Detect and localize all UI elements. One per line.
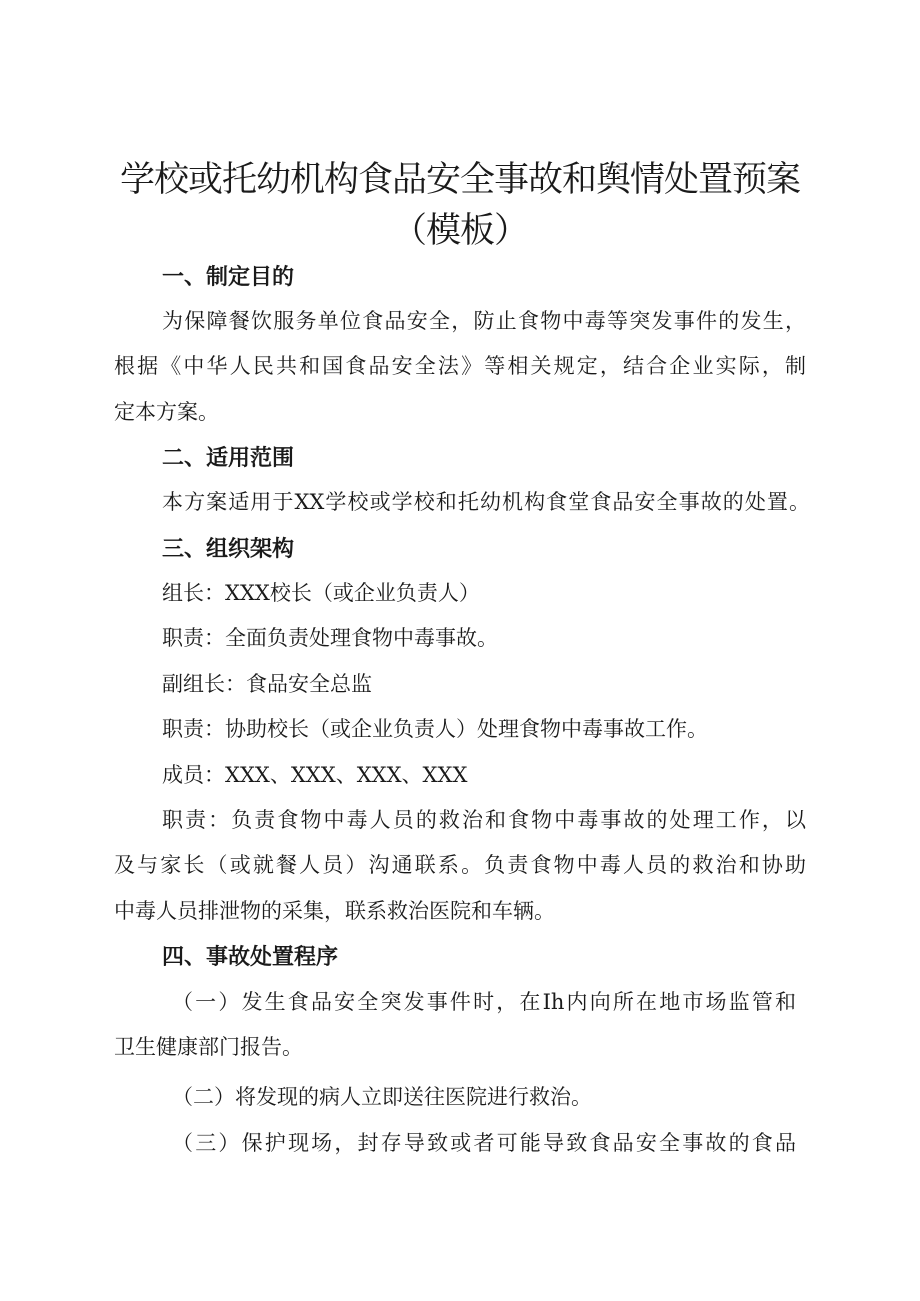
section-heading-scope: 二、适用范围: [162, 446, 295, 471]
section-heading-organization: 三、组织架构: [162, 537, 295, 562]
paragraph-line: 成员：XXX、XXX、XXX、XXX: [162, 763, 468, 787]
paragraph-line: （二）将发现的病人立即送往医院进行救治。: [172, 1085, 592, 1109]
paragraph-line: 职责：全面负责处理食物中毒事故。: [162, 626, 498, 650]
paragraph-line: 定本方案。: [114, 400, 219, 424]
paragraph-line: 职责：协助校长（或企业负责人）处理食物中毒事故工作。: [162, 717, 708, 741]
paragraph-line: （三）保护现场，封存导致或者可能导致食品安全事故的食品: [172, 1131, 796, 1155]
paragraph-line: 为保障餐饮服务单位食品安全，防止食物中毒等突发事件的发生，: [162, 309, 806, 333]
document-title: 学校或托幼机构食品安全事故和舆情处置预案: [119, 160, 800, 200]
paragraph-line: 中毒人员排泄物的采集，联系救治医院和车辆。: [114, 899, 555, 923]
paragraph-line: （一）发生食品安全突发事件时，在Ih内向所在地市场监管和: [172, 990, 796, 1014]
paragraph-line: 根据《中华人民共和国食品安全法》等相关规定，结合企业实际，制: [114, 354, 806, 378]
document-subtitle: （模板）: [391, 211, 528, 251]
section-heading-purpose: 一、制定目的: [162, 265, 295, 290]
paragraph-line: 卫生健康部门报告。: [114, 1035, 303, 1059]
paragraph-line: 职责：负责食物中毒人员的救治和食物中毒事故的处理工作，以: [162, 808, 806, 832]
paragraph-line: 本方案适用于XX学校或学校和托幼机构食堂食品安全事故的处置。: [162, 490, 810, 514]
paragraph-line: 组长：XXX校长（或企业负责人）: [162, 581, 480, 605]
section-heading-procedure: 四、事故处置程序: [162, 945, 339, 970]
paragraph-line: 副组长：食品安全总监: [162, 672, 372, 696]
paragraph-line: 及与家长（或就餐人员）沟通联系。负责食物中毒人员的救治和协助: [114, 853, 806, 877]
